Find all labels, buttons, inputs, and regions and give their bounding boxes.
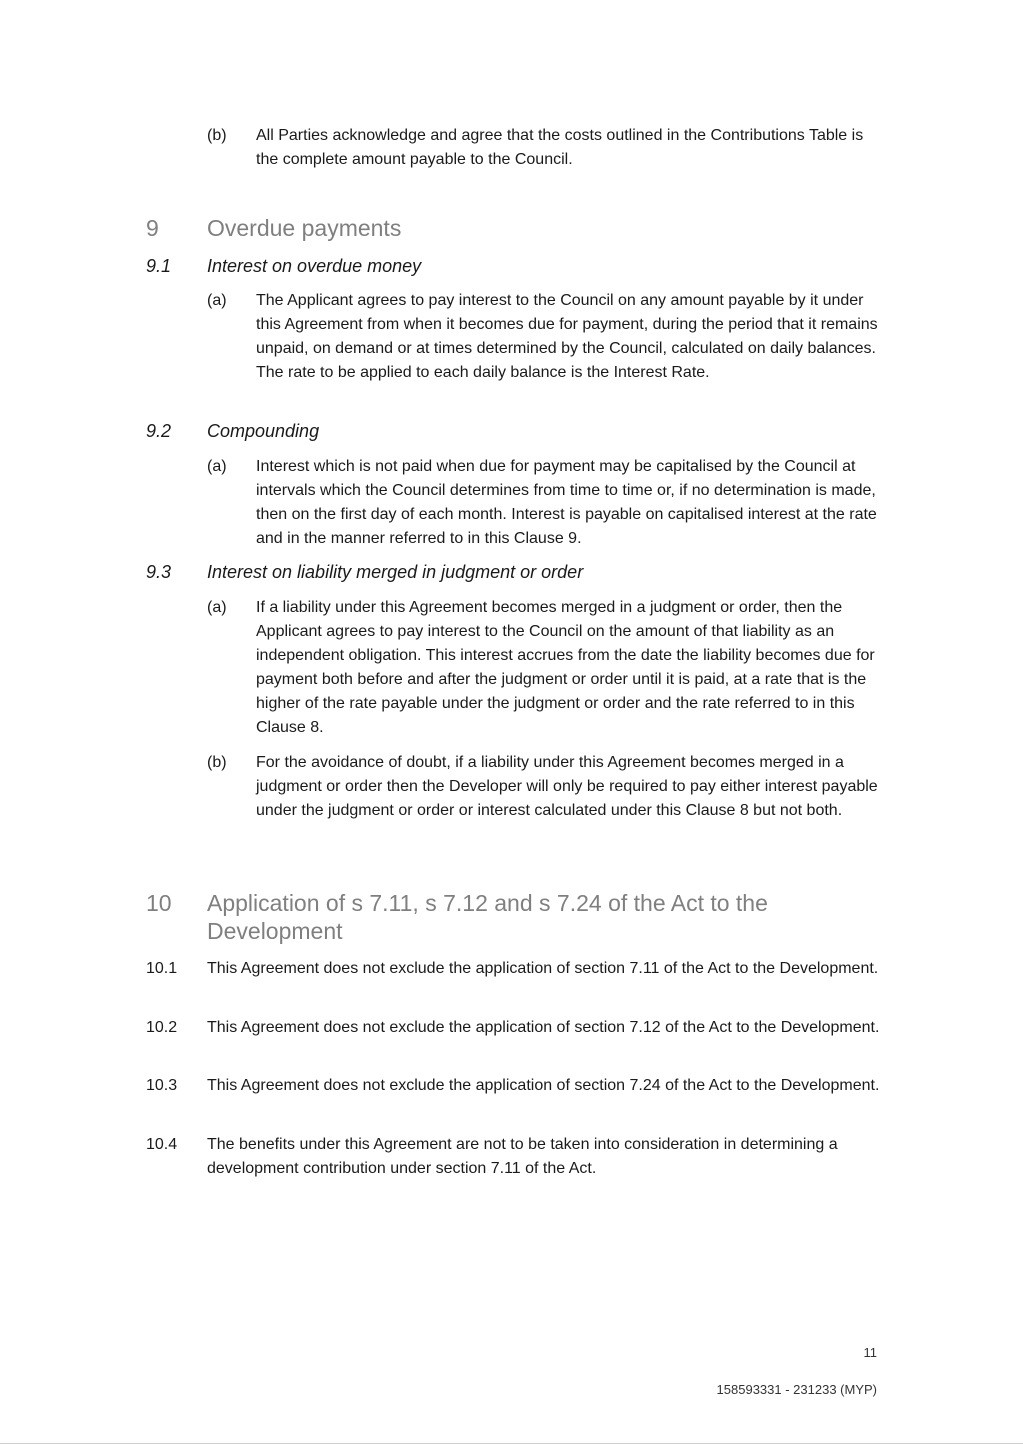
page-bottom-divider bbox=[0, 1443, 1023, 1444]
clause-number: 10.1 bbox=[146, 960, 178, 977]
subsection-number: 9.3 bbox=[146, 562, 172, 582]
clause-label: (a) bbox=[207, 599, 227, 616]
clause-text: For the avoidance of doubt, if a liability under this Agreement becomes merged in a judgment or order then the Developer will only be required to pay either interest payable under the judgment or order or interest calculated under this Clause 8 but not both. bbox=[256, 754, 878, 819]
clause-number: 10.3 bbox=[146, 1077, 178, 1094]
subsection-number: 9.2 bbox=[146, 421, 172, 441]
clause-number: 10.2 bbox=[146, 1019, 178, 1036]
clause-text: The benefits under this Agreement are not to be taken into consideration in determining a development contribution under section 7.11 of the Act. bbox=[207, 1136, 838, 1177]
clause-text: If a liability under this Agreement becomes merged in a judgment or order, then the Applicant agrees to pay interest to the Council on the amount of that liability as an independent obligation. This interest accrues from the date the liability becomes due for payment both before and after the judgment or order until it is paid, at a rate that is the higher of the rate payable under the judgment or order and the rate referred to in this Clause 8. bbox=[256, 599, 875, 736]
section-title: Application of s 7.11, s 7.12 and s 7.24 of the Act to the Development bbox=[207, 890, 768, 944]
clause-text: This Agreement does not exclude the application of section 7.11 of the Act to the Development. bbox=[207, 960, 879, 977]
clause-text: The Applicant agrees to pay interest to the Council on any amount payable by it under this Agreement from when it becomes due for payment, during the period that it remains unpaid, on demand or at times determined by the Council, calculated on daily balances. The rate to be applied to each daily balance is the Interest Rate. bbox=[256, 292, 878, 381]
subsection-title: Interest on overdue money bbox=[207, 256, 422, 276]
clause-label: (a) bbox=[207, 292, 227, 309]
subsection-title: Compounding bbox=[207, 421, 320, 441]
clause-text: All Parties acknowledge and agree that the costs outlined in the Contributions Table is the complete amount payable to the Council. bbox=[256, 127, 864, 168]
section-number: 10 bbox=[146, 890, 172, 916]
clause-text: Interest which is not paid when due for payment may be capitalised by the Council at intervals which the Council determines from time to time or, if no determination is made, then on the first day of each month. Interest is payable on capitalised interest at the rate and in the manner referred to in this Clause 9. bbox=[256, 458, 877, 547]
clause-number: 10.4 bbox=[146, 1136, 178, 1153]
document-reference: 158593331 - 231233 (MYP) bbox=[716, 1382, 877, 1397]
clause-text: This Agreement does not exclude the application of section 7.12 of the Act to the Development. bbox=[207, 1019, 880, 1036]
section-title: Overdue payments bbox=[207, 215, 402, 241]
clause-label: (b) bbox=[207, 754, 227, 771]
subsection-number: 9.1 bbox=[146, 256, 172, 276]
page-number: 11 bbox=[863, 1345, 877, 1360]
subsection-title: Interest on liability merged in judgment or order bbox=[207, 562, 584, 582]
section-number: 9 bbox=[146, 215, 159, 241]
clause-label: (b) bbox=[207, 127, 227, 144]
clause-label: (a) bbox=[207, 458, 227, 475]
clause-text: This Agreement does not exclude the application of section 7.24 of the Act to the Development. bbox=[207, 1077, 880, 1094]
